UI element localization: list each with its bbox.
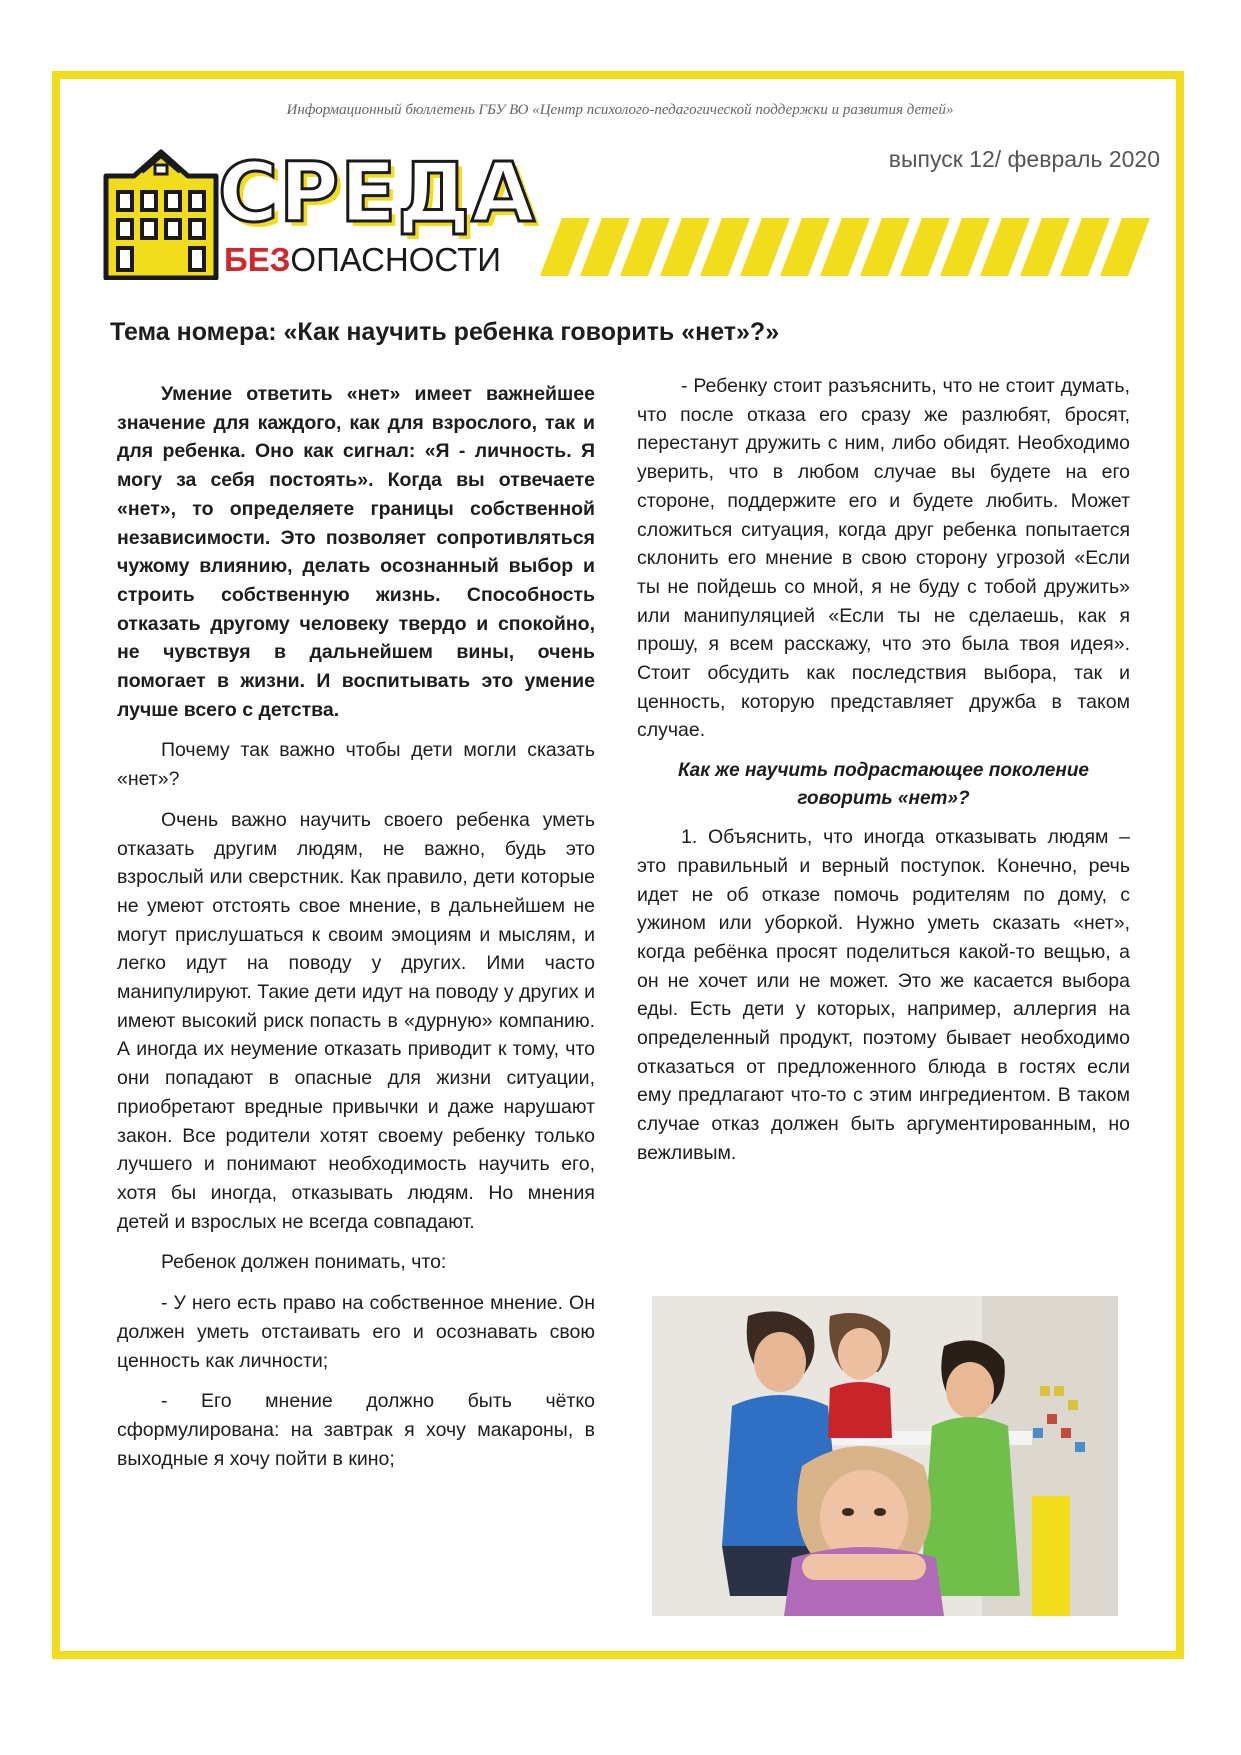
logo-subtitle-red: БЕЗ	[224, 241, 291, 278]
article-headline: Тема номера: «Как научить ребенка говорить «нет»?»	[110, 318, 780, 346]
lead-paragraph: Умение ответить «нет» имеет важнейшее значение для каждого, как для взрослого, так и для ребенка. Оно как сигнал: «Я - личность. Я могу за себя постоять». Когда вы отвечаете «нет», то определяете границы собственной независимости. Это позволяет сопротивляться чужому влиянию, делать осознанный выбор и строить собственную жизнь. Способность отказать другому человеку твердо и спокойно, не чувствуя в дальнейшем вины, очень помогает в жизни. И воспитывать это умение лучше всего с детства.	[117, 383, 595, 721]
body-paragraph: Очень важно научить своего ребенка уметь отказать другим людям, не важно, будь это взрослый или сверстник. Как правило, дети которые не умеют отстоять свое мнение, в дальнейшем не могут прислушаться к своим эмоциям и мыслям, и легко идут на поводу у других. Ими часто манипулируют. Такие дети идут на поводу у других и имеют высокий риск попасть в «дурную» компанию. А иногда их неумение отказать приводит к тому, что они попадают в опасные для жизни ситуации, приобретают вредные привычки и даже нарушают закон. Все родители хотят своему ребенку только лучшего и понимают необходимость научить его, хотя бы иногда, отказывать людям. Но мнения детей и взрослых не всегда совпадают.	[117, 808, 595, 1233]
body-paragraph: Ребенок должен понимать, что:	[161, 1251, 447, 1274]
body-paragraph: Почему так важно чтобы дети могли сказать «нет»?	[117, 739, 595, 791]
logo-subtitle	[224, 240, 501, 280]
issue-label: выпуск 12/ февраль 2020	[888, 146, 1160, 172]
right-column	[637, 372, 1130, 1180]
body-paragraph: - У него есть право на собственное мнение. Он должен уметь отстаивать его и осознавать свою ценность как личности;	[117, 1292, 595, 1372]
children-photo	[652, 1296, 1118, 1616]
logo-title: СРЕДА	[218, 146, 536, 241]
bulletin-caption: Информационный бюллетень ГБУ ВО «Центр психолого-педагогической поддержки и развития детей»	[286, 102, 954, 118]
left-column	[117, 380, 595, 1485]
section-subheading: Как же научить подрастающее поколение говорить «нет»?	[677, 760, 1089, 810]
body-paragraph: - Его мнение должно быть чётко сформулирована: на завтрак я хочу макароны, в выходные я хочу пойти в кино;	[117, 1390, 595, 1470]
body-paragraph: - Ребенку стоит разъяснить, что не стоит думать, что после отказа его сразу же разлюбят, бросят, перестанут дружить с ним, либо обидят. Необходимо уверить, что в любом случае вы будете на его стороне, поддержите его и будете любить. Может сложиться ситуация, когда друг ребенка попытается склонить его мнение в свою сторону угрозой «Если ты не пойдешь со мной, я не буду с тобой дружить» или манипуляцией «Если ты не сделаешь, как я прошу, я всем расскажу, что это была твоя идея». Стоит обсудить как последствия выбора, так и ценность, которую представляет дружба в таком случае.	[637, 375, 1130, 742]
logo-subtitle-rest: ОПАСНОСТИ	[290, 241, 502, 278]
body-paragraph: 1. Объяснить, что иногда отказывать людям – это правильный и верный поступок. Конечно, речь идет не об отказе помочь родителям по дому, с ужином или уборкой. Нужно уметь сказать «нет», когда ребёнка просят поделиться какой-то вещью, а он не хочет или не может. Это же касается выбора еды. Есть дети у которых, например, аллергия на определенный продукт, поэтому бывает необходимо отказаться от предложенного блюда в гостях если ему предлагают что-то с этим ингредиентом. В таком случае отказ должен быть аргументированным, но вежливым.	[637, 826, 1130, 1164]
hazard-stripes	[540, 218, 1150, 276]
